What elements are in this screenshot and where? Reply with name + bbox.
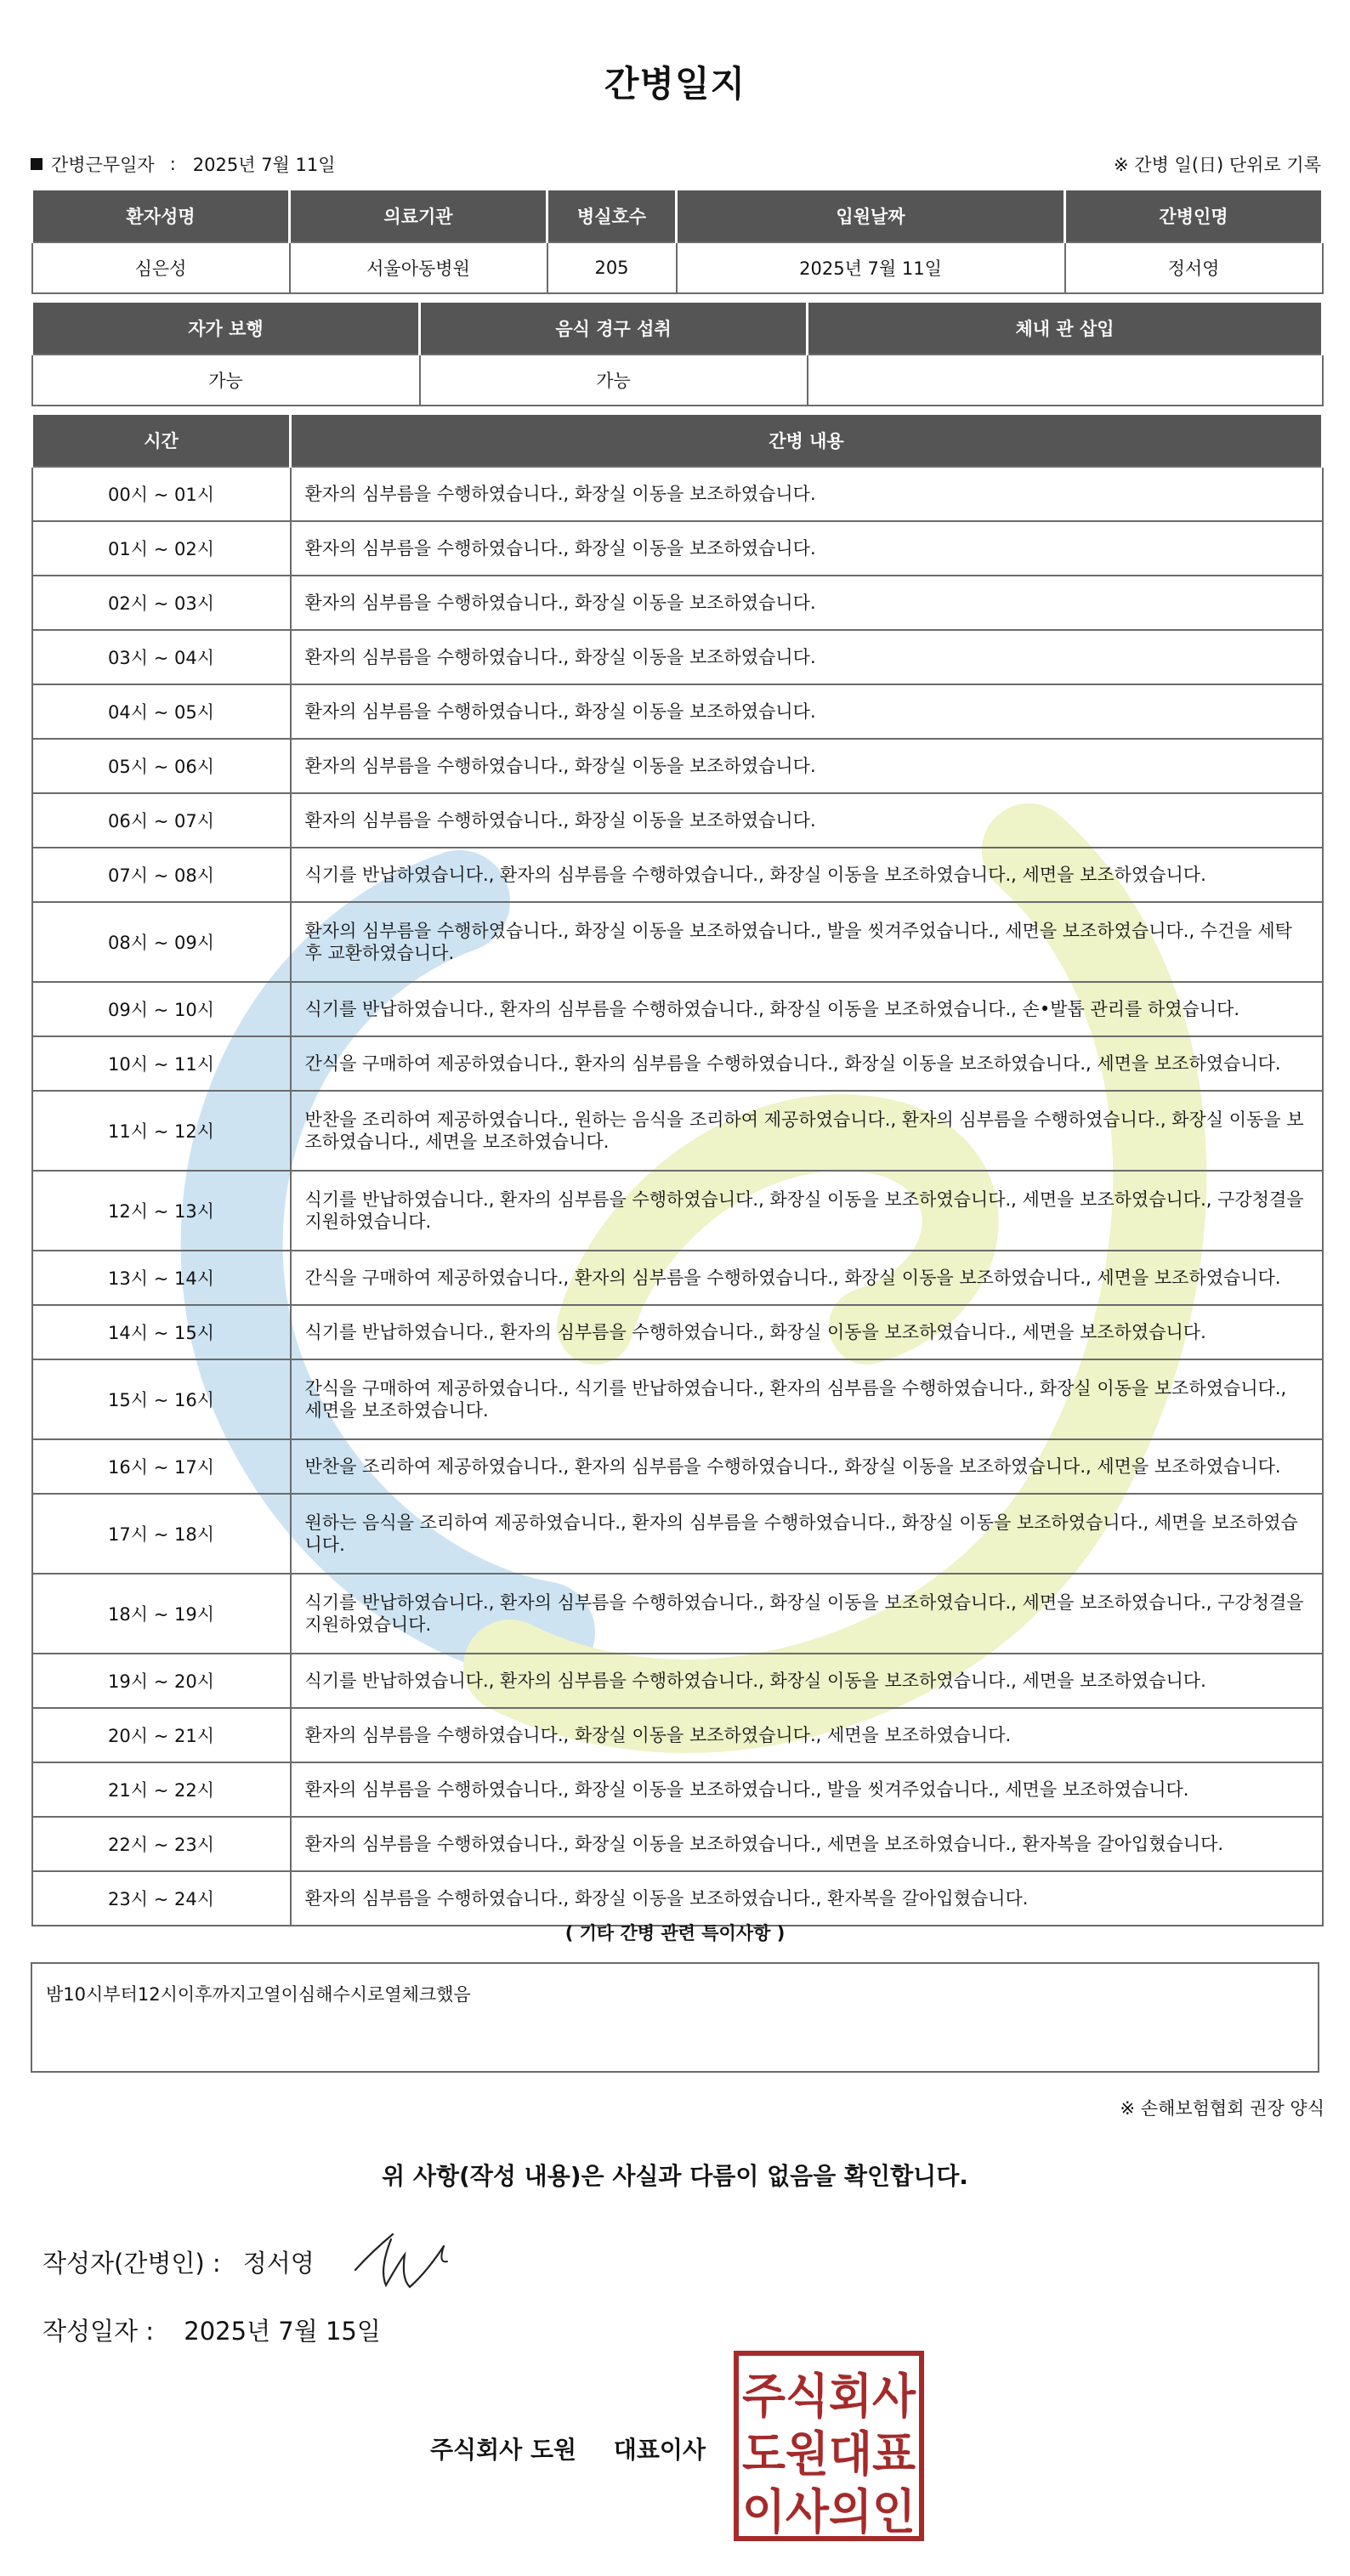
log-content: 환자의 심부름을 수행하였습니다., 화장실 이동을 보조하였습니다. (291, 630, 1323, 684)
log-row (32, 1305, 1323, 1359)
log-table-header (32, 415, 1323, 467)
status-table-header (32, 303, 1323, 355)
log-time: 00시 ~ 01시 (32, 467, 291, 521)
log-time: 17시 ~ 18시 (32, 1494, 291, 1574)
patient-table-values (32, 242, 1323, 293)
log-time: 23시 ~ 24시 (32, 1871, 291, 1926)
tube-insertion-value (808, 355, 1323, 406)
write-date-value: 2025년 7월 15일 (184, 2317, 381, 2346)
notes-label: ( 기타 간병 관련 특이사항 ) (564, 1923, 786, 1943)
oral-intake-value: 가능 (420, 355, 808, 406)
caregiver-name: 정서영 (1065, 242, 1323, 293)
log-row (32, 902, 1323, 982)
log-content: 환자의 심부름을 수행하였습니다., 화장실 이동을 보조하였습니다. (291, 521, 1323, 576)
log-row (32, 1574, 1323, 1654)
header-room: 병실호수 (547, 190, 677, 242)
header-care-content: 간병 내용 (291, 415, 1323, 467)
square-bullet-icon (31, 158, 43, 170)
log-content: 간식을 구매하여 제공하였습니다., 환자의 심부름을 수행하였습니다., 화장실 이동을 보조하였습니다., 세면을 보조하였습니다. (291, 1036, 1323, 1091)
log-content: 환자의 심부름을 수행하였습니다., 화장실 이동을 보조하였습니다. (291, 739, 1323, 793)
log-row (32, 1762, 1323, 1817)
care-log-table (31, 415, 1324, 1926)
log-time: 19시 ~ 20시 (32, 1654, 291, 1708)
log-content: 환자의 심부름을 수행하였습니다., 화장실 이동을 보조하였습니다., 발을 씻겨주었습니다., 세면을 보조하였습니다. (291, 1762, 1323, 1817)
log-content: 환자의 심부름을 수행하였습니다., 화장실 이동을 보조하였습니다. (291, 684, 1323, 739)
log-row (32, 1036, 1323, 1091)
log-row (32, 1091, 1323, 1171)
log-row (32, 1494, 1323, 1574)
log-row (32, 467, 1323, 521)
svg-text:주식회사: 주식회사 (742, 2369, 916, 2425)
self-walking-value: 가능 (32, 355, 420, 406)
log-content: 반찬을 조리하여 제공하였습니다., 환자의 심부름을 수행하였습니다., 화장실 이동을 보조하였습니다., 세면을 보조하였습니다. (291, 1439, 1323, 1494)
log-content: 환자의 심부름을 수행하였습니다., 화장실 이동을 보조하였습니다., 환자복을 갈아입혔습니다. (291, 1871, 1323, 1926)
info-row (31, 151, 1321, 177)
company-line (430, 2431, 706, 2465)
notes-box (31, 1962, 1319, 2073)
room-number: 205 (547, 242, 677, 293)
header-caregiver-name: 간병인명 (1065, 190, 1323, 242)
log-time: 12시 ~ 13시 (32, 1171, 291, 1251)
document-title: 간병일지 (604, 63, 746, 105)
patient-status-table (31, 303, 1324, 406)
log-time: 21시 ~ 22시 (32, 1762, 291, 1817)
header-admission-date: 입원날짜 (677, 190, 1065, 242)
log-time: 10시 ~ 11시 (32, 1036, 291, 1091)
log-content: 환자의 심부름을 수행하였습니다., 화장실 이동을 보조하였습니다. (291, 467, 1323, 521)
log-row (32, 630, 1323, 684)
log-row (32, 982, 1323, 1036)
log-time: 15시 ~ 16시 (32, 1359, 291, 1439)
form-note: ※ 손해보험협회 권장 양식 (1120, 2098, 1324, 2119)
log-row (32, 1171, 1323, 1251)
signature-mark (343, 2221, 479, 2297)
header-hospital: 의료기관 (290, 190, 547, 242)
log-time: 18시 ~ 19시 (32, 1574, 291, 1654)
log-time: 11시 ~ 12시 (32, 1091, 291, 1171)
confirmation-statement: 위 사항(작성 내용)은 사실과 다름이 없음을 확인합니다. (382, 2162, 968, 2190)
log-time: 07시 ~ 08시 (32, 848, 291, 902)
company-seal (733, 2350, 925, 2542)
write-date-label: 작성일자 : (43, 2317, 155, 2346)
log-content: 환자의 심부름을 수행하였습니다., 화장실 이동을 보조하였습니다., 발을 씻겨주었습니다., 세면을 보조하였습니다., 수건을 세탁 후 교환하였습니다. (291, 902, 1323, 982)
log-content: 식기를 반납하였습니다., 환자의 심부름을 수행하였습니다., 화장실 이동을 보조하였습니다., 세면을 보조하였습니다. (291, 1305, 1323, 1359)
log-content: 원하는 음식을 조리하여 제공하였습니다., 환자의 심부름을 수행하였습니다., 화장실 이동을 보조하였습니다., 세면을 보조하였습니다. (291, 1494, 1323, 1574)
log-time: 22시 ~ 23시 (32, 1817, 291, 1871)
notes-text: 밤10시부터12시이후까지고열이심해수시로열체크했음 (46, 1984, 471, 2005)
log-time: 14시 ~ 15시 (32, 1305, 291, 1359)
log-content: 반찬을 조리하여 제공하였습니다., 원하는 음식을 조리하여 제공하였습니다., 환자의 심부름을 수행하였습니다., 화장실 이동을 보조하였습니다., 세면을 보조하였습니다. (291, 1091, 1323, 1171)
header-oral-intake: 음식 경구 섭취 (420, 303, 808, 355)
log-time: 06시 ~ 07시 (32, 793, 291, 848)
hospital-name: 서울아동병원 (290, 242, 547, 293)
log-row (32, 1817, 1323, 1871)
log-content: 환자의 심부름을 수행하였습니다., 화장실 이동을 보조하였습니다., 세면을 보조하였습니다., 환자복을 갈아입혔습니다. (291, 1817, 1323, 1871)
log-time: 16시 ~ 17시 (32, 1439, 291, 1494)
log-content: 환자의 심부름을 수행하였습니다., 화장실 이동을 보조하였습니다. (291, 793, 1323, 848)
company-representative: 대표이사 (613, 2436, 706, 2464)
log-content: 식기를 반납하였습니다., 환자의 심부름을 수행하였습니다., 화장실 이동을 보조하였습니다., 세면을 보조하였습니다. (291, 848, 1323, 902)
company-name: 주식회사 도원 (430, 2436, 577, 2464)
header-tube-insertion: 체내 관 삽입 (808, 303, 1323, 355)
log-row (32, 1654, 1323, 1708)
unit-note: ※ 간병 일(日) 단위로 기록 (1114, 155, 1321, 175)
log-time: 05시 ~ 06시 (32, 739, 291, 793)
header-patient-name: 환자성명 (32, 190, 290, 242)
log-time: 20시 ~ 21시 (32, 1708, 291, 1762)
patient-info-table (31, 190, 1324, 294)
patient-table-header (32, 190, 1323, 242)
log-row (32, 576, 1323, 630)
log-content: 환자의 심부름을 수행하였습니다., 화장실 이동을 보조하였습니다. (291, 576, 1323, 630)
log-time: 03시 ~ 04시 (32, 630, 291, 684)
svg-text:도원대표: 도원대표 (742, 2427, 916, 2482)
log-row (32, 521, 1323, 576)
log-row (32, 1708, 1323, 1762)
writer-name: 정서영 (242, 2249, 315, 2278)
log-content: 식기를 반납하였습니다., 환자의 심부름을 수행하였습니다., 화장실 이동을 보조하였습니다., 손•발톱 관리를 하였습니다. (291, 982, 1323, 1036)
header-self-walking: 자가 보행 (32, 303, 420, 355)
work-date-label: 간병근무일자 (51, 155, 155, 175)
log-time: 04시 ~ 05시 (32, 684, 291, 739)
status-table-values (32, 355, 1323, 406)
log-row (32, 739, 1323, 793)
log-row (32, 848, 1323, 902)
patient-name: 심은성 (32, 242, 290, 293)
svg-text:이사의인: 이사의인 (742, 2485, 916, 2540)
log-content: 식기를 반납하였습니다., 환자의 심부름을 수행하였습니다., 화장실 이동을 보조하였습니다., 세면을 보조하였습니다. (291, 1654, 1323, 1708)
log-time: 02시 ~ 03시 (32, 576, 291, 630)
writer-line (43, 2244, 315, 2279)
log-content: 식기를 반납하였습니다., 환자의 심부름을 수행하였습니다., 화장실 이동을 보조하였습니다., 세면을 보조하였습니다., 구강청결을 지원하였습니다. (291, 1574, 1323, 1654)
log-content: 환자의 심부름을 수행하였습니다., 화장실 이동을 보조하였습니다., 세면을 보조하였습니다. (291, 1708, 1323, 1762)
log-row (32, 793, 1323, 848)
log-content: 간식을 구매하여 제공하였습니다., 식기를 반납하였습니다., 환자의 심부름을 수행하였습니다., 화장실 이동을 보조하였습니다., 세면을 보조하였습니다. (291, 1359, 1323, 1439)
admission-date: 2025년 7월 11일 (677, 242, 1065, 293)
work-date-separator: : (169, 154, 176, 174)
log-time: 09시 ~ 10시 (32, 982, 291, 1036)
log-time: 13시 ~ 14시 (32, 1251, 291, 1305)
log-content: 식기를 반납하였습니다., 환자의 심부름을 수행하였습니다., 화장실 이동을 보조하였습니다., 세면을 보조하였습니다., 구강청결을 지원하였습니다. (291, 1171, 1323, 1251)
log-row (32, 684, 1323, 739)
log-content: 간식을 구매하여 제공하였습니다., 환자의 심부름을 수행하였습니다., 화장실 이동을 보조하였습니다., 세면을 보조하였습니다. (291, 1251, 1323, 1305)
work-date-value: 2025년 7월 11일 (192, 155, 336, 175)
log-row (32, 1359, 1323, 1439)
header-time: 시간 (32, 415, 291, 467)
log-row (32, 1439, 1323, 1494)
writer-label: 작성자(간병인) : (43, 2249, 221, 2278)
log-row (32, 1871, 1323, 1926)
log-time: 01시 ~ 02시 (32, 521, 291, 576)
log-table-body (32, 467, 1323, 1926)
log-time: 08시 ~ 09시 (32, 902, 291, 982)
log-row (32, 1251, 1323, 1305)
write-date-line (43, 2312, 381, 2347)
